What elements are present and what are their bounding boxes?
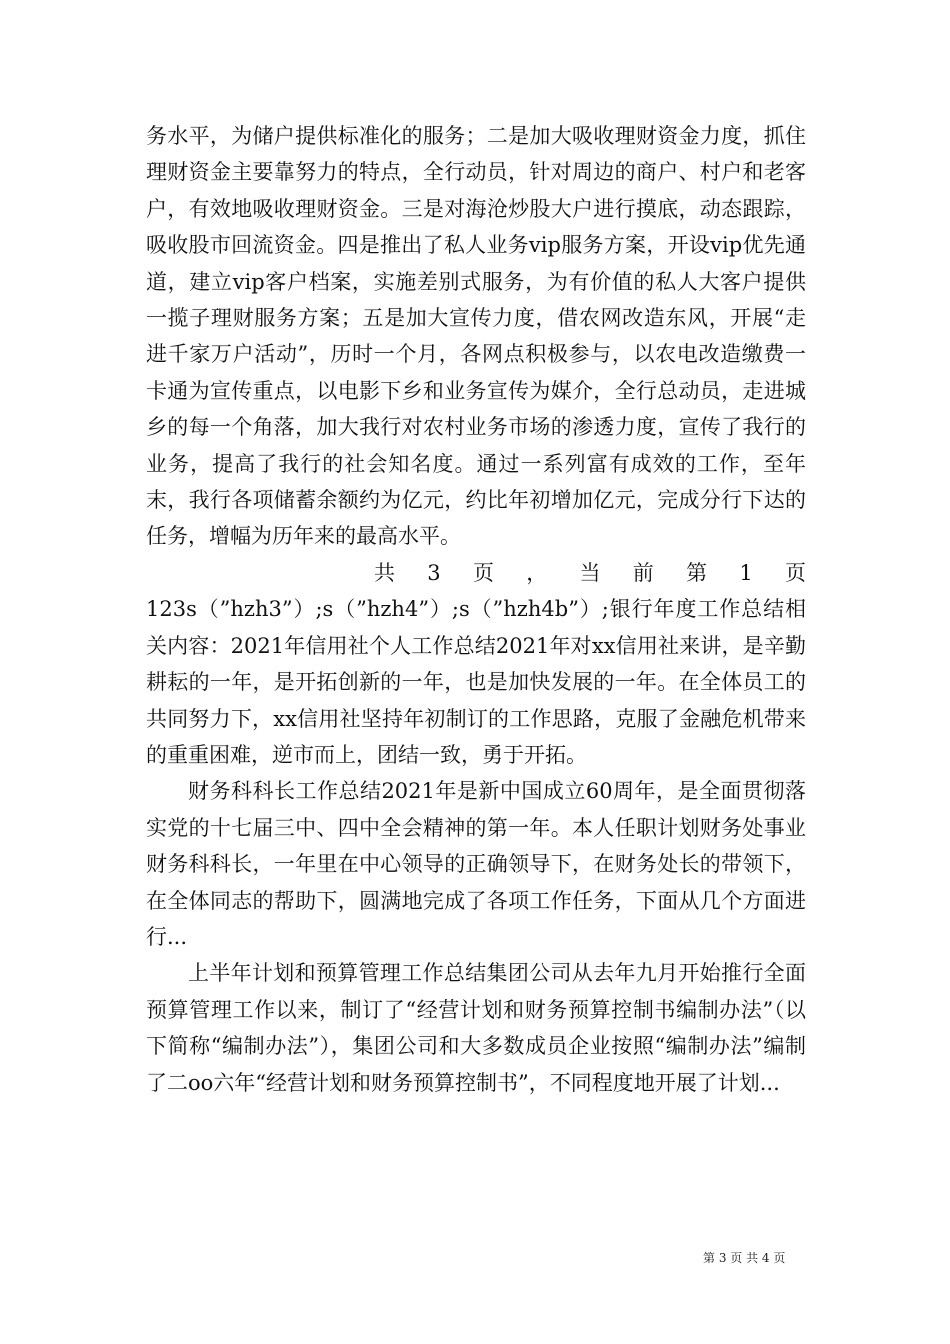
page-counter-token: 1 xyxy=(739,560,753,585)
page-counter-token: ， xyxy=(526,560,548,585)
paragraph-related-content: 123s（”hzh3”）;s（”hzh4”）;s（”hzh4b”）;银行年度工作总结相关内容：2021年信用社个人工作总结2021年对xx信用社来讲，是辛勤耕耘的一年，是开拓创新的一年，也是加快发展的一年。在全体员工的共同努力下，xx信用社坚持年初制订的工作思路，克服了金融危机带来的重重困难，逆市而上，团结一致，勇于开拓。 xyxy=(146,597,806,767)
paragraph-finance-summary: 财务科科长工作总结2021年是新中国成立60周年，是全面贯彻落实党的十七届三中、四中全会精神的第一年。本人任职计划财务处事业财务科科长，一年里在中心领导的正确领导下，在财务处长的带领下，在全体同志的帮助下，圆满地完成了各项工作任务，下面从几个方面进行... xyxy=(146,779,806,949)
page-counter-token: 页 xyxy=(785,560,806,585)
page-counter-token: 3 xyxy=(427,560,441,585)
page-counter-token: 共 xyxy=(374,560,395,585)
inline-page-counter xyxy=(146,555,806,591)
page-footer: 第 3 页 共 4 页 xyxy=(703,1251,786,1265)
page-counter-token: 页 xyxy=(472,560,494,585)
document-body xyxy=(146,118,806,1101)
paragraph-budget-summary: 上半年计划和预算管理工作总结集团公司从去年九月开始推行全面预算管理工作以来，制订了“经营计划和财务预算控制书编制办法”（以下简称“编制办法”），集团公司和大多数成员企业按照“编制办法”编制了二oo六年“经营计划和财务预算控制书”，不同程度地开展了计划... xyxy=(146,961,806,1095)
page-counter-token: 第 xyxy=(686,560,708,585)
page-counter-token: 当 xyxy=(579,560,601,585)
page-counter-token: 前 xyxy=(632,560,654,585)
paragraph-savings-summary: 务水平，为储户提供标准化的服务；二是加大吸收理财资金力度，抓住理财资金主要靠努力的特点，全行动员，针对周边的商户、村户和老客户，有效地吸收理财资金。三是对海沧炒股大户进行摸底，动态跟踪，吸收股市回流资金。四是推出了私人业务vip服务方案，开设vip优先通道，建立vip客户档案，实施差别式服务，为有价值的私人大客户提供一揽子理财服务方案；五是加大宣传力度，借农网改造东风，开展“走进千家万户活动”，历时一个月，各网点积极参与，以农电改造缴费一卡通为宣传重点，以电影下乡和业务宣传为媒介，全行总动员，走进城乡的每一个角落，加大我行对农村业务市场的渗透力度，宣传了我行的业务，提高了我行的社会知名度。通过一系列富有成效的工作，至年末，我行各项储蓄余额约为亿元，约比年初增加亿元，完成分行下达的任务，增幅为历年来的最高水平。 xyxy=(146,124,806,549)
